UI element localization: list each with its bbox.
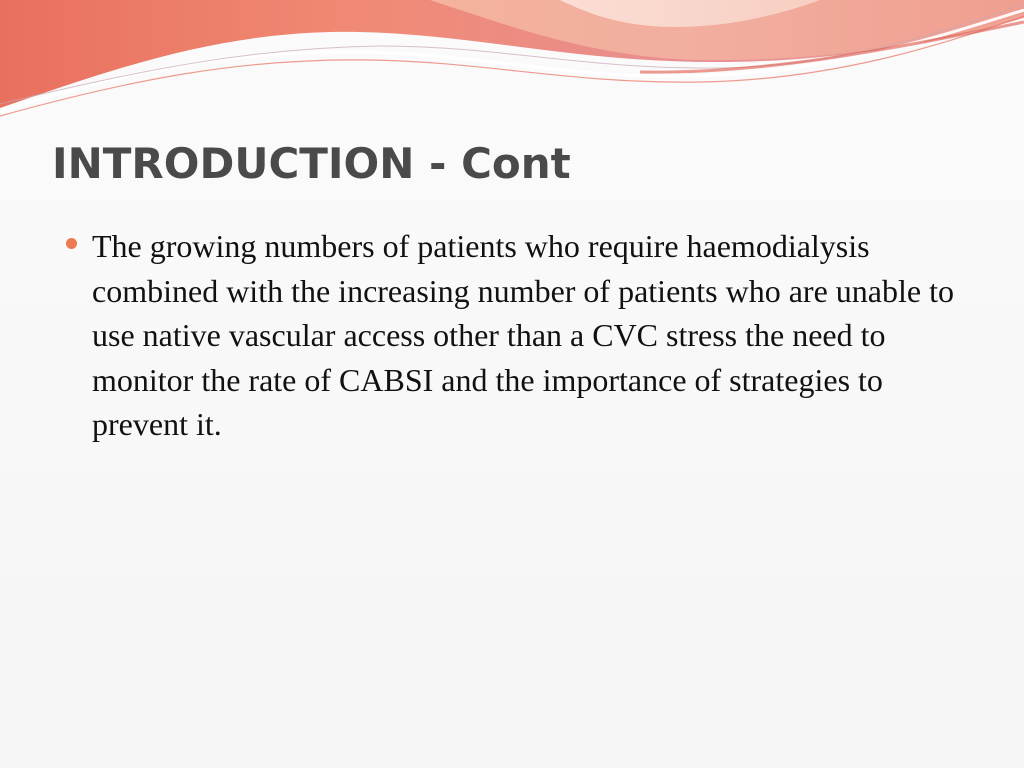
decorative-wave-header [0, 0, 1024, 130]
bullet-list [62, 224, 972, 447]
bullet-dot-icon [66, 238, 77, 249]
bullet-text: The growing numbers of patients who require haemodialysis combined with the increasing number of patients who are unable to use native vascular access other than a CVC stress the need to monitor the rate of CABSI and the importance of strategies to prevent it. [92, 228, 954, 442]
slide-body [62, 224, 972, 447]
slide-title: INTRODUCTION - Cont [52, 139, 571, 188]
list-item [62, 224, 972, 447]
